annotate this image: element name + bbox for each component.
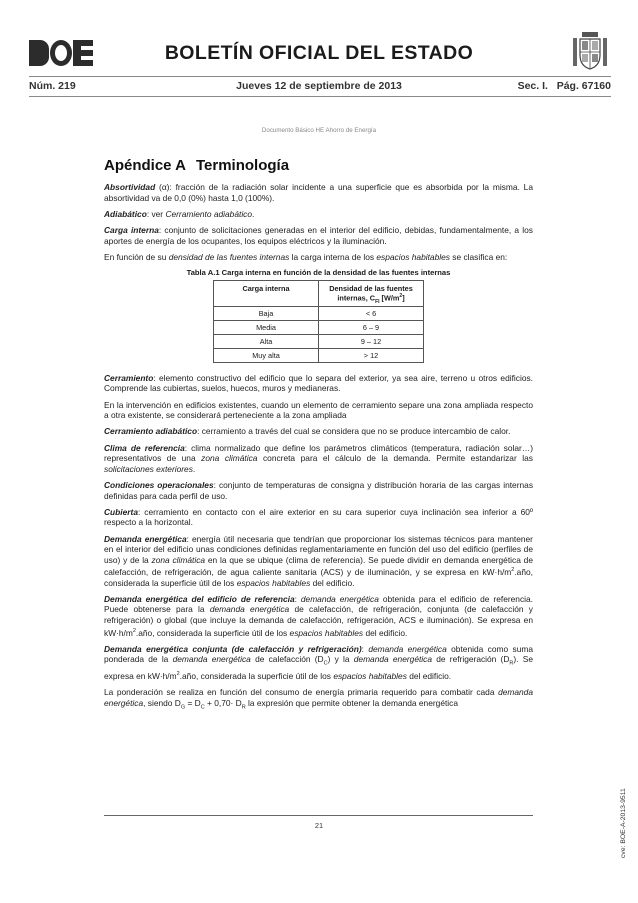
table-header-densidad: Densidad de las fuentes internas, $C_{FI}$ $[W/m^2]$ (319, 280, 424, 306)
appendix-label: Apéndice A (104, 157, 186, 174)
table-row: Muy alta > 12 (214, 348, 424, 362)
cve-identifier: cve: BOE-A-2013-9511 (620, 788, 627, 858)
table-row: Baja < 6 (214, 306, 424, 320)
issue-date: Jueves 12 de septiembre de 2013 (236, 80, 402, 92)
definition-clima-referencia: Clima de referencia: clima normalizado que define los parámetros climáticos (temperatura, radiación solar…) representativos de una zona climática concreta para el cálculo de la demanda. Permite estandarizar las solicitaciones exteriores. (104, 442, 533, 474)
appendix-heading (104, 157, 533, 174)
paragraph-carga-clasificacion: En función de su densidad de las fuentes internas la carga interna de los espacios habitables se clasifica en: (104, 251, 508, 262)
issue-number: Núm. 219 (29, 80, 76, 92)
paragraph-cerramiento-existentes: En la intervención en edificios existentes, cuando un elemento de cerramiento separe una zona ampliada respecto a otra existente, se considerará perteneciente a la zona ampliada (104, 399, 533, 421)
spanish-coat-of-arms-icon (569, 30, 611, 72)
definition-demanda-energetica: Demanda energética: energía útil necesaria que tendrían que proporcionar los sistemas técnicos para mantener en el interior del edificio unas condiciones definidas reglamentariamente en función del uso del edificio (perfiles de uso) y de la zona climática en la que se ubique (clima de referencia). Se puede dividir en demanda energética de calefacción, de refrigeración, de agua caliente sanitaria (ACS) y de iluminación, y se expresa en $kW\cdot h/m^2.año$, considerada la superficie útil de los espacios habitables del edificio. (104, 533, 533, 588)
main-content (104, 157, 533, 719)
definition-cerramiento: Cerramiento: elemento constructivo del edificio que lo separa del exterior, ya sea aire, terreno u otros edificios. Comprende las cubiertas, suelos, huecos, muros y medianeras. (104, 372, 533, 394)
definition-cerramiento-adiabatico: Cerramiento adiabático: cerramiento a través del cual se considera que no se produce intercambio de calor. (104, 426, 511, 437)
footer-rule (104, 815, 533, 816)
definition-carga-interna: Carga interna: conjunto de solicitaciones generadas en el interior del edificio, debidas, fundamentalmente, a los aportes de energía de los ocupantes, los equipos eléctricos y la iluminación. (104, 224, 533, 246)
table-caption: Tabla A.1 Carga interna en función de la densidad de las fuentes internas (186, 267, 451, 277)
definition-demanda-conjunta: Demanda energética conjunta (de calefacción y refrigeración): demanda energética obtenida como suma ponderada de la demanda energética de calefacción $(D_C)$ y la demanda energética de refrigeración $(D_R)$. Se expresa en $kW\cdot h/m^2.año$, considerada la superficie útil de los espacios habitables del edificio. (104, 643, 534, 682)
definition-adiabatico: Adiabático: ver Cerramiento adiabático. (104, 208, 255, 219)
table-row: Media 6 – 9 (214, 320, 424, 334)
definition-demanda-referencia: Demanda energética del edificio de referencia: demanda energética obtenida para el edificio de referencia. Puede obtenerse para la demanda energética de calefacción, de refrigeración, conjunta (de calefacción y refrigeración) o global (que incluye la demanda de calefacción, refrigeración, ACS e iluminación). Se expresa en $kW\cdot h/m^2.año$, considerada la superficie útil de los espacios habitables del edificio. (104, 593, 533, 638)
density-table (213, 280, 424, 363)
definition-absortividad: Absortividad (α): fracción de la radiación solar incidente a una superficie que es absorbida por la misma. La absortividad va de 0,0 (0%) hasta 1,0 (100%). (104, 182, 533, 203)
section-page: Sec. I. Pág. 67160 (517, 80, 611, 92)
header-rule-top (29, 76, 611, 77)
paragraph-ponderacion: La ponderación se realiza en función del consumo de energía primaria requerido para combatir cada demanda energética, siendo $D_G = D_C + 0,70\cdot D_R$ la expresión que permite obtener la demanda energética (104, 687, 533, 711)
definition-cubierta: Cubierta: cerramiento en contacto con el aire exterior en su cara superior cuya inclinación sea inferior a 60º respecto a la horizontal. (104, 506, 533, 528)
definition-condiciones-operacionales: Condiciones operacionales: conjunto de temperaturas de consigna y distribución horaria de las cargas internas definidas para cada perfil de uso. (104, 479, 534, 501)
table-row: Alta 9 – 12 (214, 334, 424, 348)
appendix-title: Terminología (195, 157, 290, 174)
page-number: 21 (314, 821, 324, 830)
table-header-carga: Carga interna (214, 280, 319, 306)
page-title: BOLETÍN OFICIAL DEL ESTADO (164, 42, 474, 64)
header-rule-bottom (29, 96, 611, 97)
document-header: Documento Básico HE Ahorro de Energía (261, 127, 377, 134)
